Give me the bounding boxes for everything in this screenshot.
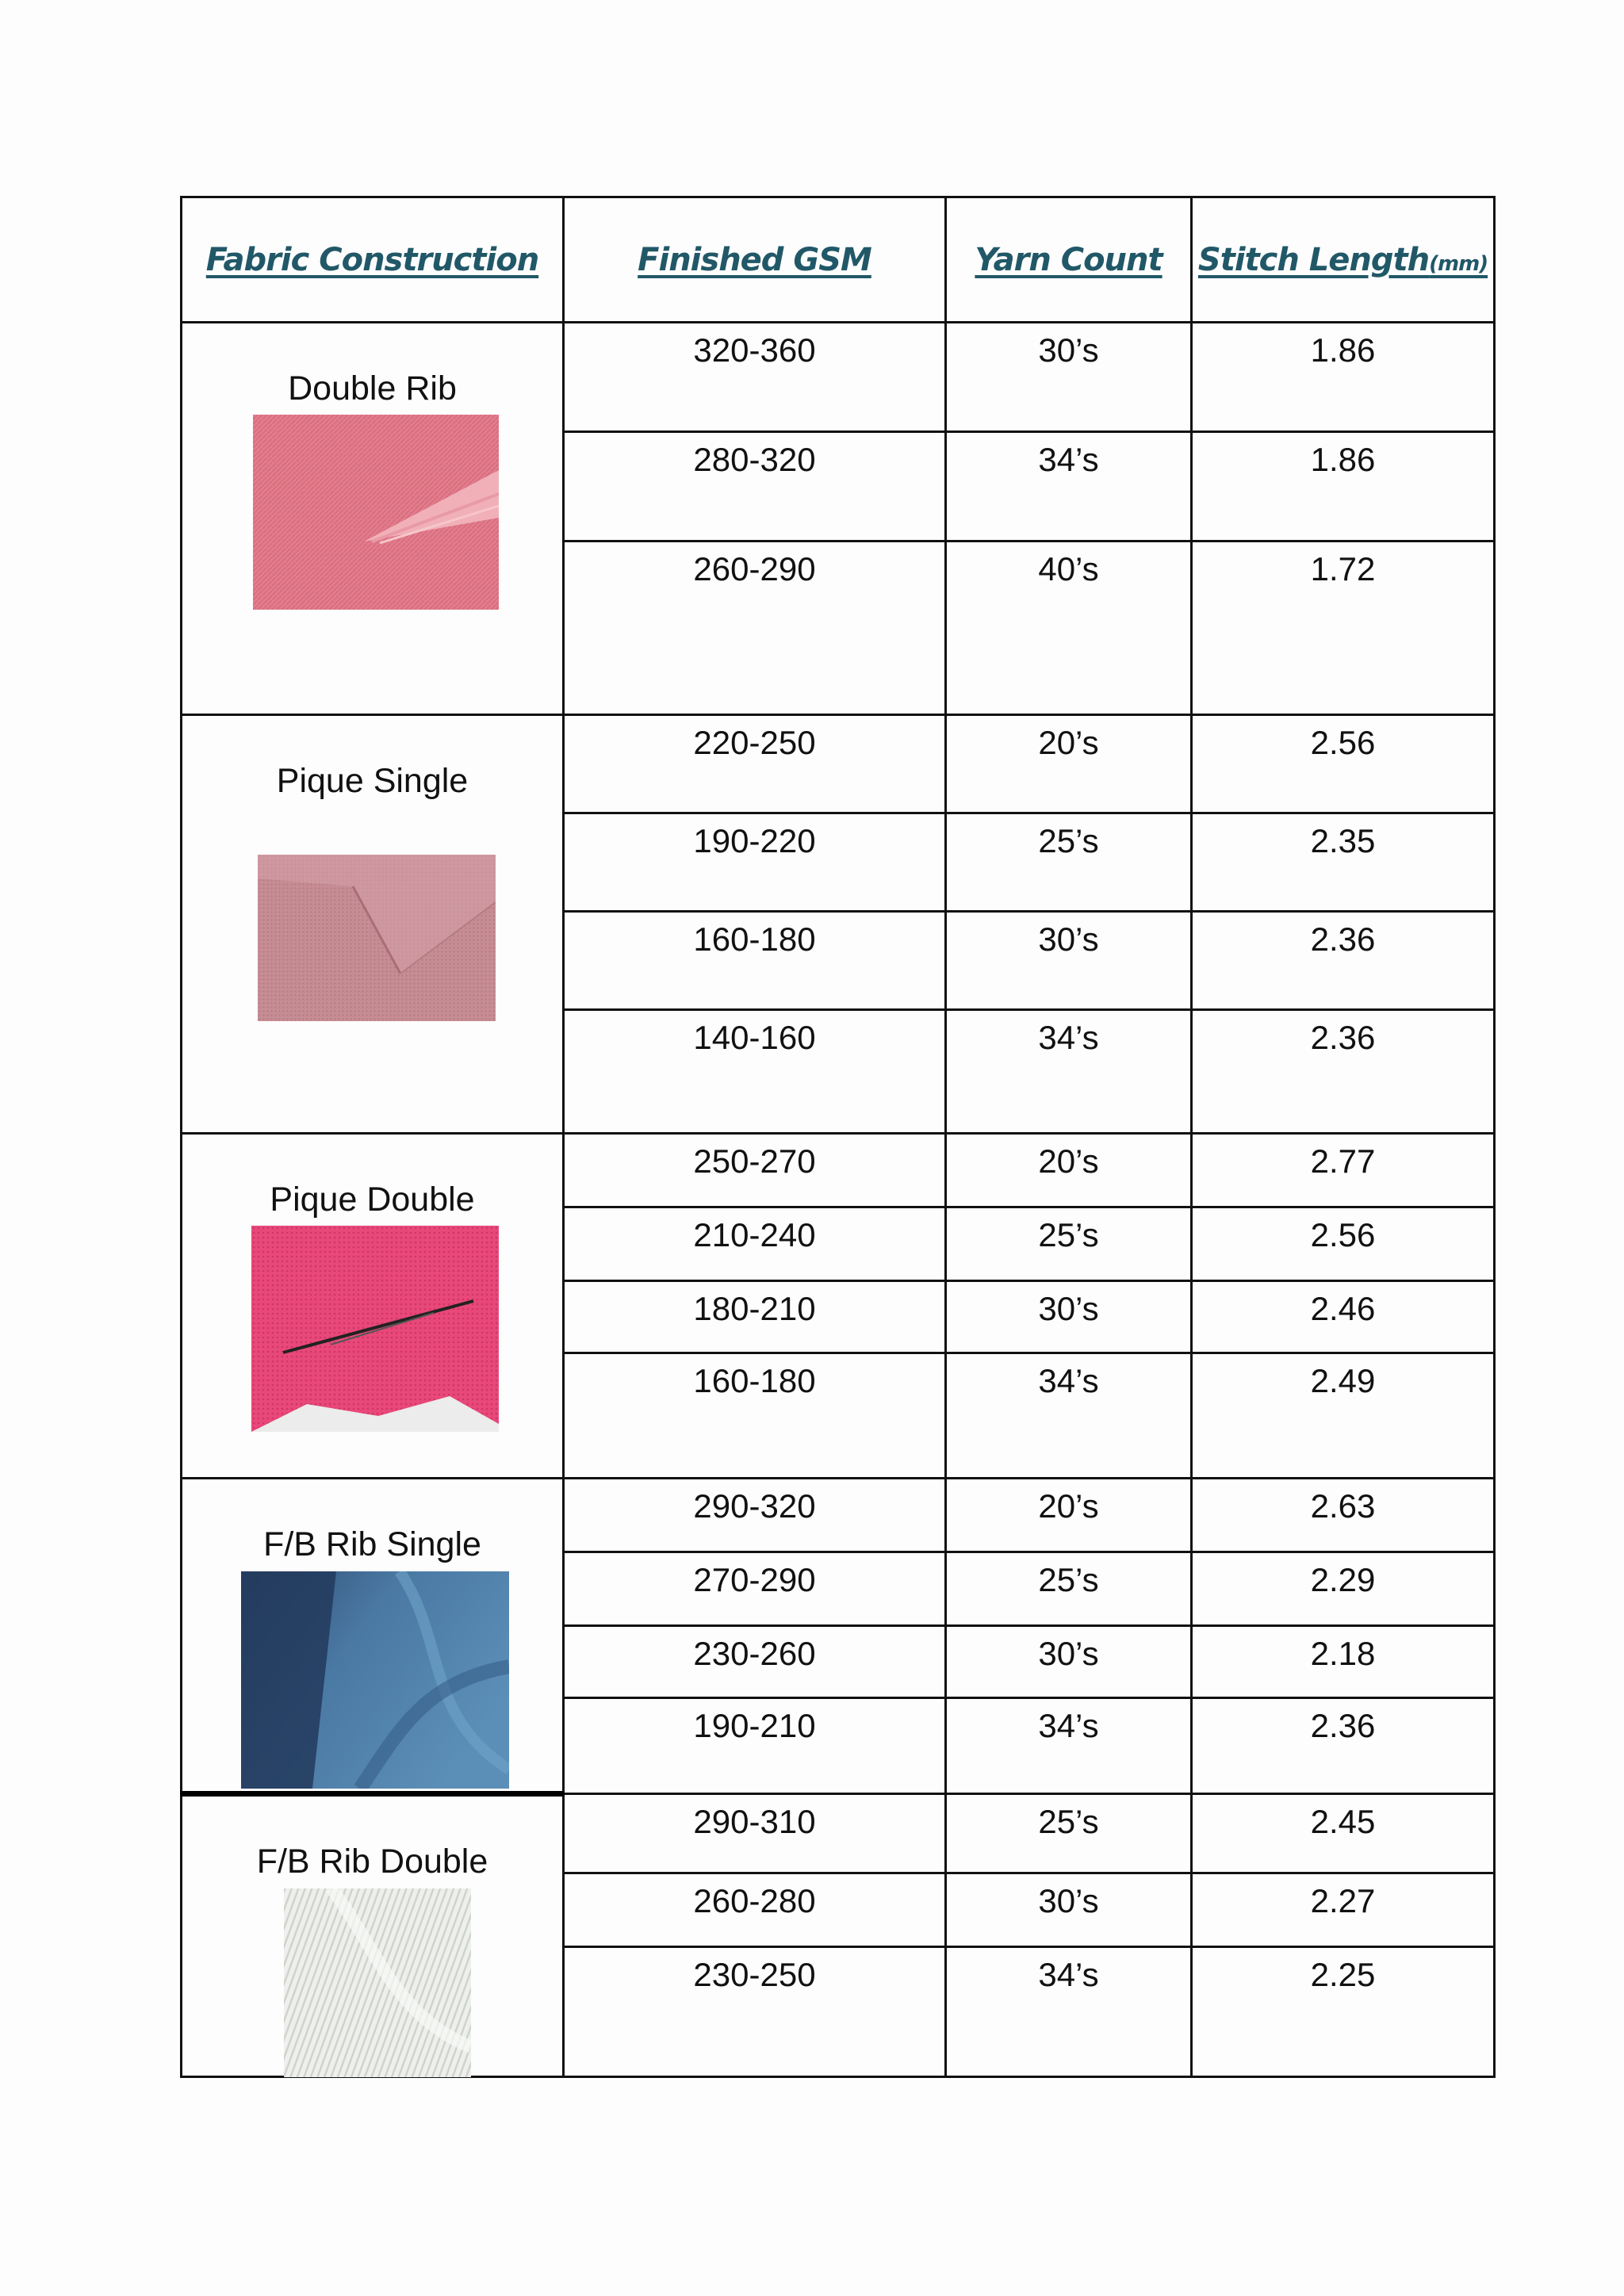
header-stitch-length xyxy=(1192,197,1495,323)
yarn-count-cell: 30’s xyxy=(946,1281,1192,1353)
yarn-count-cell: 30’s xyxy=(946,912,1192,1010)
gsm-cell: 160-180 xyxy=(564,912,946,1010)
stitch-length-cell: 1.86 xyxy=(1192,432,1495,541)
stitch-length-cell: 2.49 xyxy=(1192,1353,1495,1479)
stitch-length-cell: 2.45 xyxy=(1192,1794,1495,1873)
gsm-cell: 270-290 xyxy=(564,1552,946,1626)
header-row xyxy=(182,197,1495,323)
dusty-pink-pique-single-fabric-swatch-icon xyxy=(258,855,496,1021)
fabric-spec-table xyxy=(180,196,1496,2078)
gsm-cell: 230-260 xyxy=(564,1626,946,1698)
yarn-count-cell: 34’s xyxy=(946,432,1192,541)
fabric-name: F/B Rib Single xyxy=(263,1525,481,1563)
yarn-count-cell: 34’s xyxy=(946,1698,1192,1794)
stitch-length-cell: 2.29 xyxy=(1192,1552,1495,1626)
gsm-cell: 290-310 xyxy=(564,1794,946,1873)
yarn-count-cell: 25’s xyxy=(946,1794,1192,1873)
gsm-cell: 250-270 xyxy=(564,1134,946,1207)
gsm-cell: 220-250 xyxy=(564,715,946,813)
stitch-length-cell: 1.72 xyxy=(1192,541,1495,715)
table-row xyxy=(182,715,1495,813)
yarn-count-cell: 20’s xyxy=(946,1134,1192,1207)
fabric-cell-pique-double xyxy=(182,1134,564,1479)
gsm-cell: 280-320 xyxy=(564,432,946,541)
gsm-cell: 140-160 xyxy=(564,1010,946,1134)
stitch-length-cell: 1.86 xyxy=(1192,323,1495,432)
fabric-name: Pique Single xyxy=(276,762,469,800)
table-row xyxy=(182,323,1495,432)
stitch-length-cell: 2.77 xyxy=(1192,1134,1495,1207)
stitch-length-cell: 2.35 xyxy=(1192,813,1495,912)
header-stitch-length-label: Stitch Length xyxy=(1197,241,1430,278)
gsm-cell: 260-290 xyxy=(564,541,946,715)
yarn-count-cell: 20’s xyxy=(946,715,1192,813)
yarn-count-cell: 25’s xyxy=(946,1207,1192,1281)
gsm-cell: 290-320 xyxy=(564,1479,946,1552)
gsm-cell: 190-210 xyxy=(564,1698,946,1794)
fabric-cell-double-rib xyxy=(182,323,564,715)
header-stitch-unit: (mm) xyxy=(1429,251,1488,276)
gsm-cell: 210-240 xyxy=(564,1207,946,1281)
gsm-cell: 180-210 xyxy=(564,1281,946,1353)
yarn-count-cell: 20’s xyxy=(946,1479,1192,1552)
yarn-count-cell: 40’s xyxy=(946,541,1192,715)
stitch-length-cell: 2.27 xyxy=(1192,1873,1495,1947)
header-yarn-count: Yarn Count xyxy=(946,197,1192,323)
stitch-length-cell: 2.63 xyxy=(1192,1479,1495,1552)
yarn-count-cell: 30’s xyxy=(946,1626,1192,1698)
hot-pink-pique-double-fabric-swatch-icon xyxy=(251,1226,499,1432)
table-row xyxy=(182,1794,1495,1873)
blue-rib-single-fabric-swatch-icon xyxy=(241,1571,509,1789)
fabric-name: Double Rib xyxy=(288,369,457,408)
table-row xyxy=(182,1134,1495,1207)
fabric-name: Pique Double xyxy=(270,1181,475,1219)
yarn-count-cell: 34’s xyxy=(946,1947,1192,2077)
fabric-name: F/B Rib Double xyxy=(256,1843,488,1881)
stitch-length-cell: 2.36 xyxy=(1192,912,1495,1010)
gsm-cell: 160-180 xyxy=(564,1353,946,1479)
table-row xyxy=(182,1479,1495,1552)
stitch-length-cell: 2.36 xyxy=(1192,1010,1495,1134)
stitch-length-cell: 2.25 xyxy=(1192,1947,1495,2077)
stitch-length-cell: 2.56 xyxy=(1192,1207,1495,1281)
yarn-count-cell: 34’s xyxy=(946,1353,1192,1479)
fabric-cell-pique-single xyxy=(182,715,564,1134)
gsm-cell: 190-220 xyxy=(564,813,946,912)
stitch-length-cell: 2.46 xyxy=(1192,1281,1495,1353)
stitch-length-cell: 2.36 xyxy=(1192,1698,1495,1794)
gsm-cell: 320-360 xyxy=(564,323,946,432)
header-finished-gsm: Finished GSM xyxy=(564,197,946,323)
gsm-cell: 260-280 xyxy=(564,1873,946,1947)
fabric-cell-fb-rib-single xyxy=(182,1479,564,1794)
yarn-count-cell: 25’s xyxy=(946,813,1192,912)
header-fabric-construction: Fabric Construction xyxy=(182,197,564,323)
yarn-count-cell: 25’s xyxy=(946,1552,1192,1626)
yarn-count-cell: 30’s xyxy=(946,1873,1192,1947)
yarn-count-cell: 34’s xyxy=(946,1010,1192,1134)
stitch-length-cell: 2.56 xyxy=(1192,715,1495,813)
stitch-length-cell: 2.18 xyxy=(1192,1626,1495,1698)
pink-double-rib-fabric-swatch-icon xyxy=(253,415,499,610)
yarn-count-cell: 30’s xyxy=(946,323,1192,432)
fabric-cell-fb-rib-double xyxy=(182,1794,564,2077)
white-rib-double-fabric-swatch-icon xyxy=(284,1888,471,2077)
gsm-cell: 230-250 xyxy=(564,1947,946,2077)
